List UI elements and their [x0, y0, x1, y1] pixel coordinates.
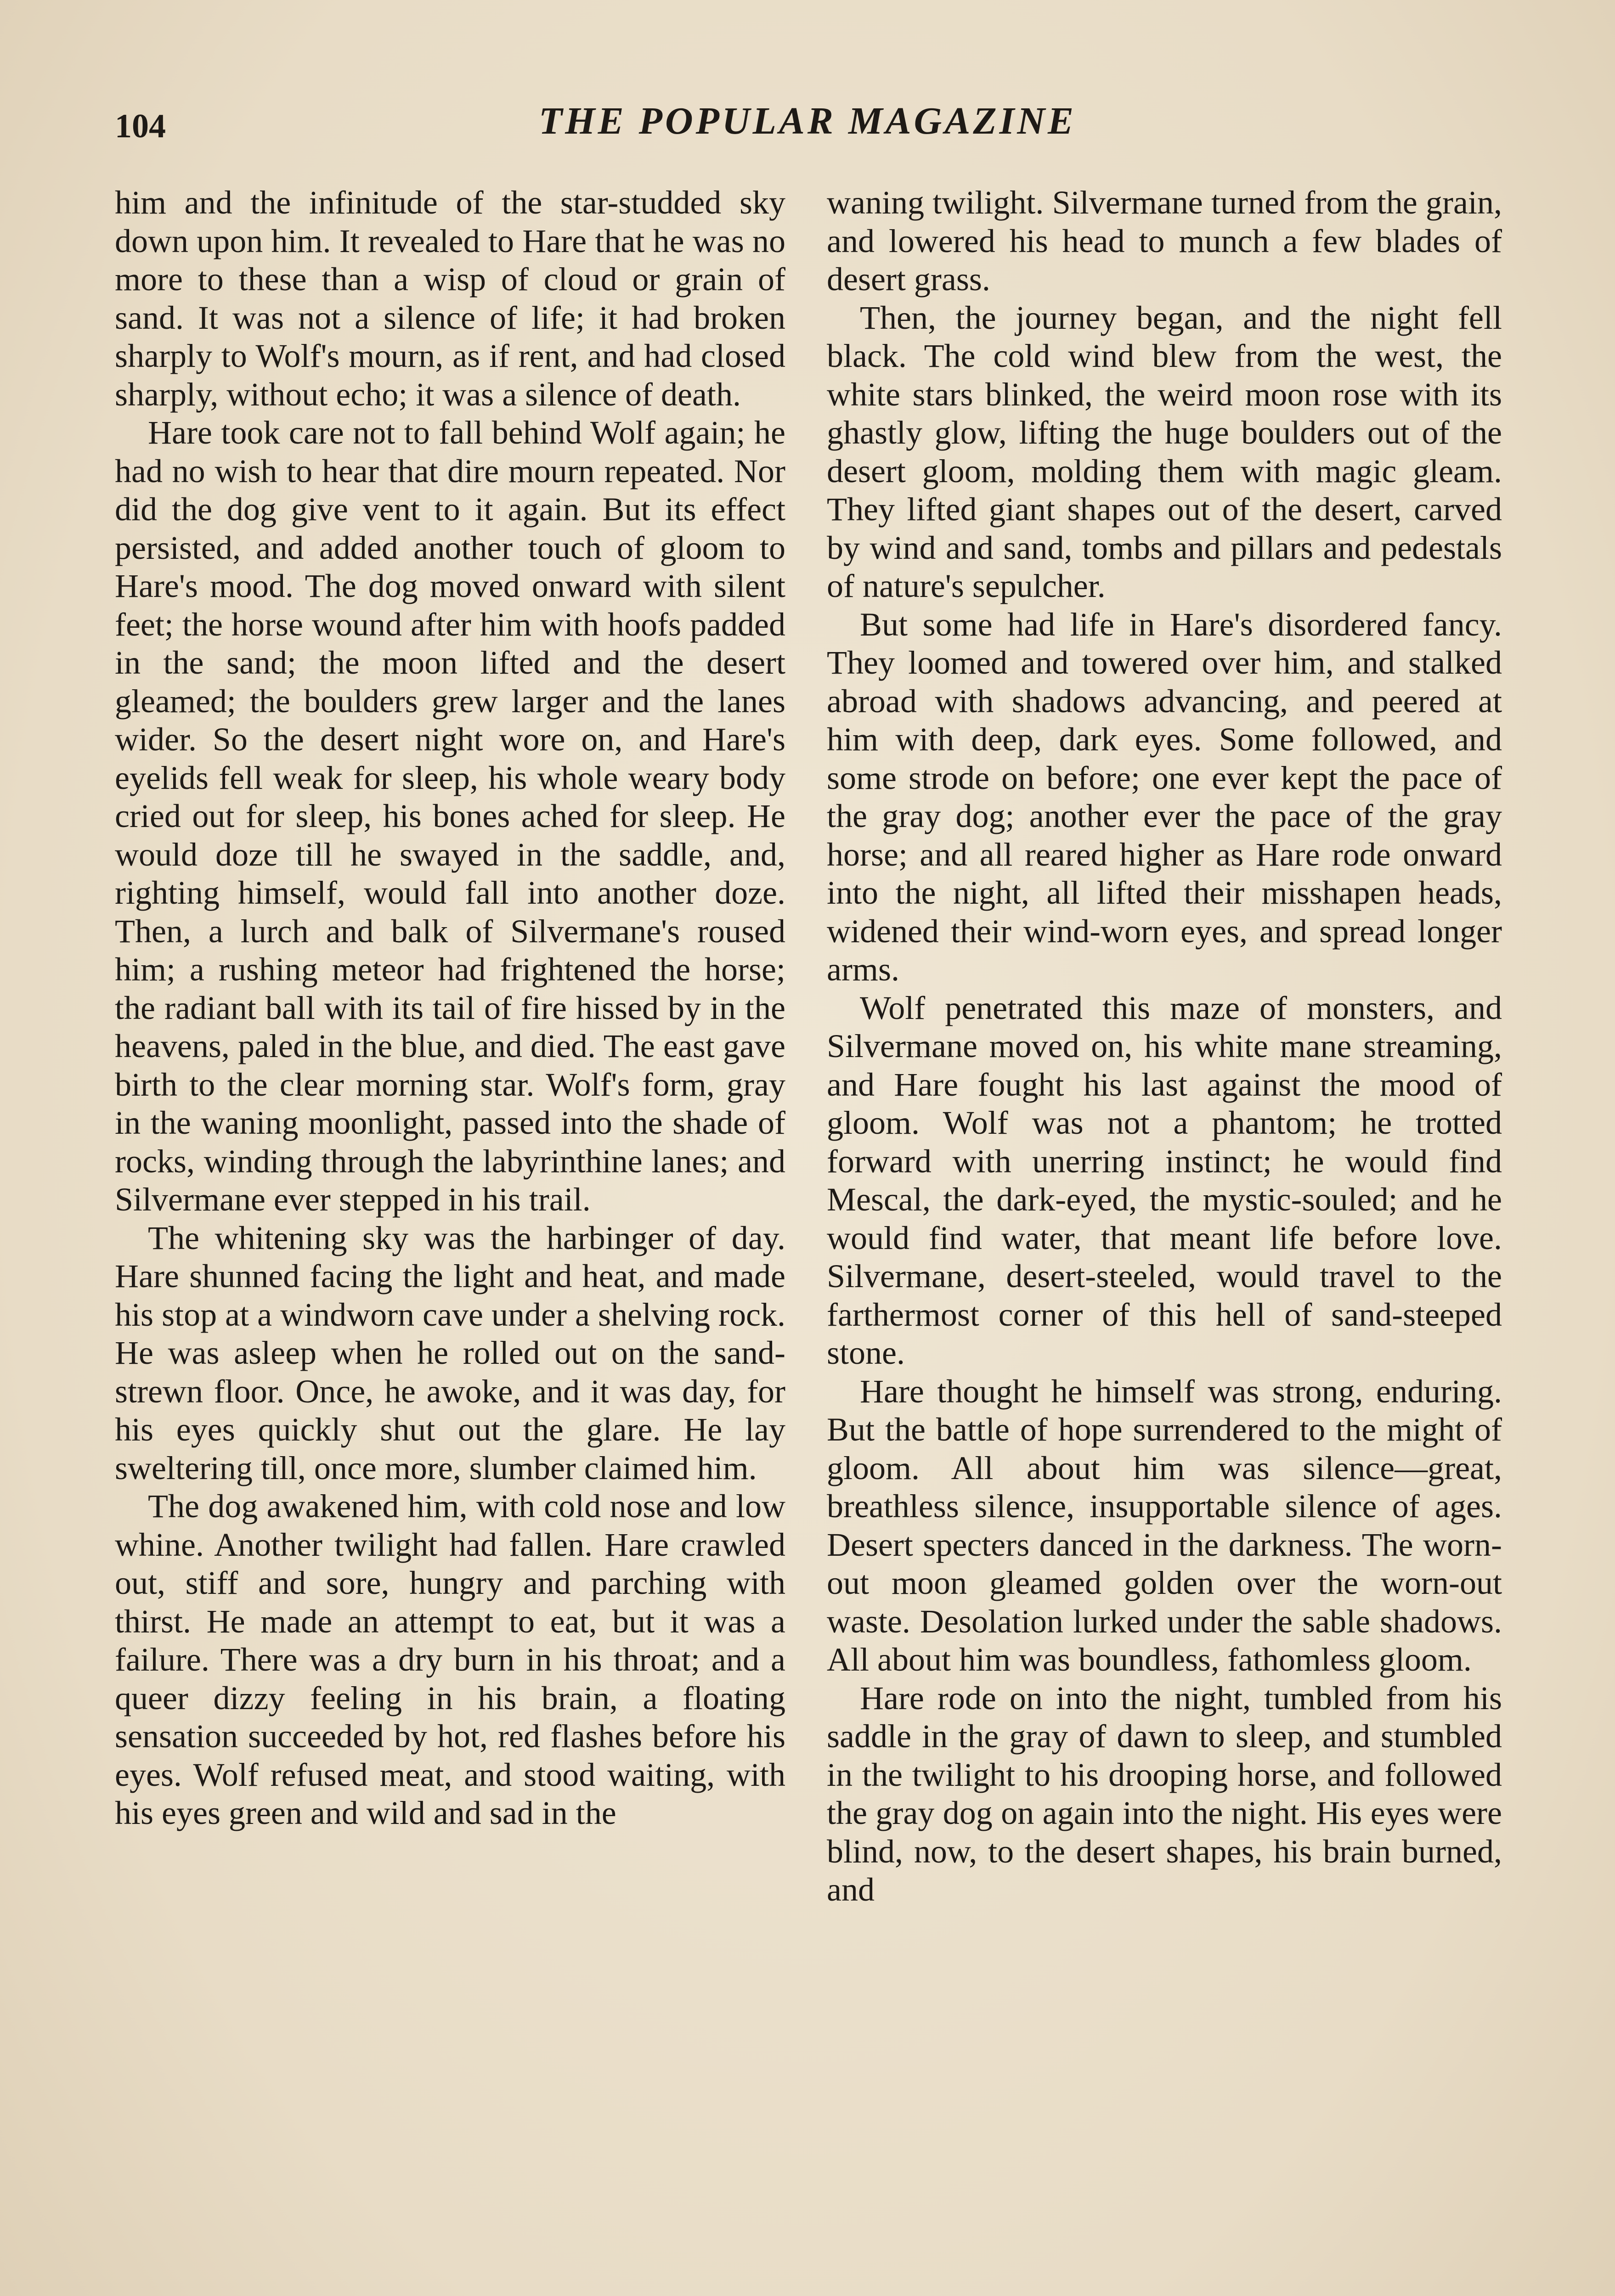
- paragraph: Hare thought he himself was strong, enduring. But the battle of hope surrendered to the might of gloom. All about him was silence—great, breathless silence, insupportable silence of ages. Desert specters danced in the darkness. The worn-out moon gleamed golden over the worn-out waste. Desolation lurked under the sable shadows. All about him was boundless, fathomless gloom.: [827, 1373, 1502, 1678]
- page-header: [115, 99, 1500, 149]
- paragraph: Hare took care not to fall behind Wolf again; he had no wish to hear that dire mourn repeated. Nor did the dog give vent to it again. But its effect persisted, and added another touch of gloom to Hare's mood. The dog moved onward with silent feet; the horse wound after him with hoofs padded in the sand; the moon lifted and the desert gleamed; the boulders grew larger and the lanes wider. So the desert night wore on, and Hare's eyelids fell weak for sleep, his whole weary body cried out for sleep, his bones ached for sleep. He would doze till he swayed in the saddle, and, righting himself, would fall into another doze. Then, a lurch and balk of Silvermane's roused him; a rushing meteor had frightened the horse; the radiant ball with its tail of fire hissed by in the heavens, paled in the blue, and died. The east gave birth to the clear morning star. Wolf's form, gray in the waning moonlight, passed into the shade of rocks, winding through the labyrinthine lanes; and Silvermane ever stepped in his trail.: [115, 414, 785, 1218]
- paragraph: But some had life in Hare's disordered fancy. They loomed and towered over him, and stalked abroad with shadows advancing, and peered at him with deep, dark eyes. Some followed, and some strode on before; one ever kept the pace of the gray dog; another ever the pace of the gray horse; and all reared higher as Hare rode onward into the night, all lifted their misshapen heads, widened their wind-worn eyes, and spread longer arms.: [827, 606, 1502, 988]
- running-head: THE POPULAR MAGAZINE: [538, 100, 1077, 142]
- right-column: [827, 184, 1502, 1909]
- paragraph: Hare rode on into the night, tumbled from his saddle in the gray of dawn to sleep, and stumbled in the twilight to his drooping horse, and followed the gray dog on again into the night. His eyes were blind, now, to the desert shapes, his brain burned, and: [827, 1679, 1502, 1908]
- paragraph: waning twilight. Silvermane turned from the grain, and lowered his head to munch a few blades of desert grass.: [827, 184, 1502, 298]
- paragraph: The dog awakened him, with cold nose and low whine. Another twilight had fallen. Hare crawled out, stiff and sore, hungry and parching with thirst. He made an attempt to eat, but it was a failure. There was a dry burn in his throat; and a queer dizzy feeling in his brain, a floating sensation succeeded by hot, red flashes before his eyes. Wolf refused meat, and stood waiting, with his eyes green and wild and sad in the: [115, 1488, 785, 1831]
- paragraph: him and the infinitude of the star-studded sky down upon him. It revealed to Hare that he was no more to these than a wisp of cloud or grain of sand. It was not a silence of life; it had broken sharply to Wolf's mourn, as if rent, and had closed sharply, without echo; it was a silence of death.: [115, 184, 785, 413]
- paragraph: The whitening sky was the harbinger of day. Hare shunned facing the light and heat, and made his stop at a windworn cave under a shelving rock. He was asleep when he rolled out on the sand-strewn floor. Once, he awoke, and it was day, for his eyes quickly shut out the glare. He lay sweltering till, once more, slumber claimed him.: [115, 1219, 785, 1486]
- paragraph: Then, the journey began, and the night fell black. The cold wind blew from the west, the white stars blinked, the weird moon rose with its ghastly glow, lifting the huge boulders out of the desert gloom, molding them with magic gleam. They lifted giant shapes out of the desert, carved by wind and sand, tombs and pillars and pedestals of nature's sepulcher.: [827, 299, 1502, 604]
- page-number: 104: [115, 107, 166, 145]
- paragraph: Wolf penetrated this maze of monsters, and Silvermane moved on, his white mane streaming, and Hare fought his last against the mood of gloom. Wolf was not a phantom; he trotted forward with unerring instinct; he would find Mescal, the dark-eyed, the mystic-souled; and he would find water, that meant life before love. Silvermane, desert-steeled, would travel to the farthermost corner of this hell of sand-steeped stone.: [827, 989, 1502, 1371]
- left-column: [115, 184, 785, 1833]
